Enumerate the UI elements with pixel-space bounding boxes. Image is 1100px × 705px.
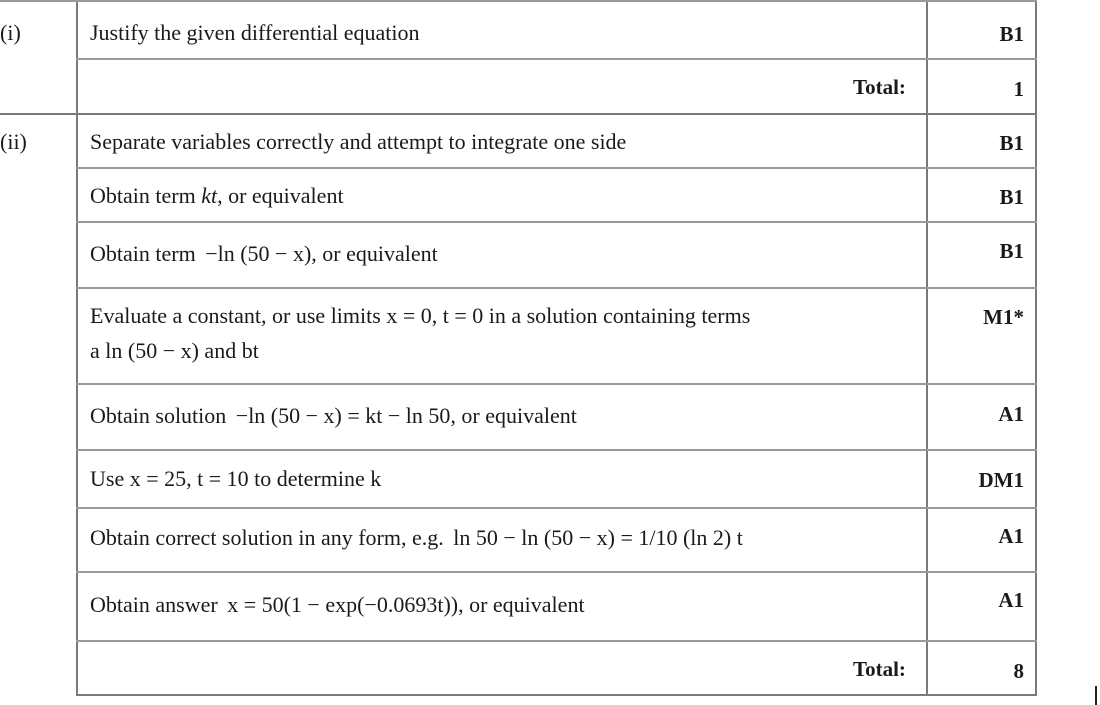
answer-text: Obtain solution −ln (50 − x) = kt − ln 50, or equivalent [90, 403, 577, 428]
question-label: (i) [0, 20, 21, 45]
total-value: 1 [1013, 77, 1024, 101]
mark-code: B1 [999, 22, 1024, 46]
math-expression: −ln (50 − x) = kt − ln 50 [235, 403, 451, 428]
mark-code: B1 [999, 131, 1024, 155]
mark-code: B1 [999, 239, 1024, 263]
row-line [76, 507, 1037, 509]
answer-text-line: a ln (50 − x) and bt [90, 338, 259, 363]
answer-text: Justify the given differential equation [90, 20, 420, 45]
mark-code: A1 [998, 524, 1024, 548]
total-label: Total: [853, 75, 906, 99]
answer-text: Obtain answer x = 50(1 − exp(−0.0693t)), or equivalent [90, 592, 585, 617]
mark-code: B1 [999, 185, 1024, 209]
row-line [76, 383, 1037, 385]
total-label: Total: [853, 657, 906, 681]
row-line [76, 167, 1037, 169]
mark-code: A1 [998, 588, 1024, 612]
row-line [76, 571, 1037, 573]
answer-text: Obtain term kt, or equivalent [90, 183, 344, 208]
answer-text: Separate variables correctly and attempt to integrate one side [90, 129, 627, 154]
answer-text-line: Evaluate a constant, or use limits x = 0, t = 0 in a solution containing terms [90, 303, 751, 328]
row-line [76, 287, 1037, 289]
row-line [76, 221, 1037, 223]
answer-text: Obtain term −ln (50 − x), or equivalent [90, 241, 438, 266]
mark-code: A1 [998, 402, 1024, 426]
text-cursor [1095, 686, 1097, 705]
table-right-border [1035, 0, 1037, 696]
column-divider-guidance [926, 0, 928, 696]
total-value: 8 [1013, 659, 1024, 683]
table-bottom-border [76, 694, 1037, 696]
math-expression: x = 50(1 − exp(−0.0693t)) [227, 592, 459, 617]
question-label: (ii) [0, 129, 27, 154]
math-expression: ln 50 − ln (50 − x) = 1/10 (ln 2) t [453, 525, 743, 550]
row-line [76, 640, 1037, 642]
answer-text: Obtain correct solution in any form, e.g. ln 50 − ln (50 − x) = 1/10 (ln 2) t [90, 525, 743, 550]
row-line [76, 58, 1037, 60]
math-expression: −ln (50 − x) [205, 241, 312, 266]
row-line [0, 113, 1037, 115]
row-line [76, 449, 1037, 451]
mark-code: M1* [983, 305, 1024, 329]
row-line [0, 0, 1037, 2]
column-divider-question [76, 0, 78, 696]
answer-text: Use x = 25, t = 10 to determine k [90, 466, 382, 491]
mark-code: DM1 [978, 468, 1024, 492]
